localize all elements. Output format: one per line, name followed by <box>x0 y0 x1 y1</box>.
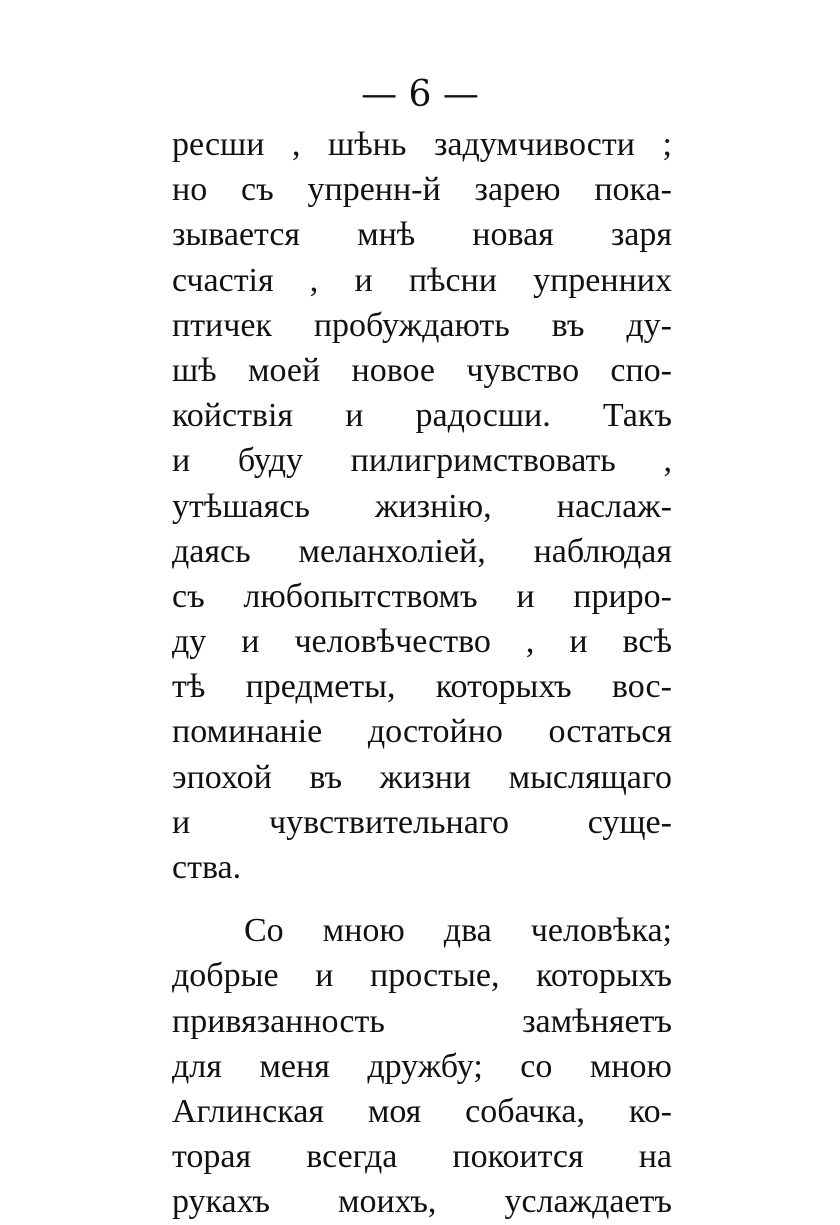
text-line: тѣ предметы, которыхъ вос- <box>172 668 672 706</box>
text-line: утѣшаясь жизнію, наслаж- <box>172 487 672 525</box>
text-line: птичек пробуждають въ ду- <box>172 306 672 344</box>
text-line: для меня дружбу; со мною <box>172 1047 672 1085</box>
text-line: эпохой въ жизни мыслящаго <box>172 758 672 796</box>
text-line: Аглинская моя собачка, ко- <box>172 1092 672 1130</box>
paragraph-gap <box>172 890 672 908</box>
text-line: шѣ моей новое чувство спо- <box>172 351 672 389</box>
page-number: — 6 — <box>361 74 479 115</box>
text-line: поминаніе достойно остаться <box>172 713 672 751</box>
text-line: даясь меланхоліей, наблюдая <box>172 532 672 570</box>
text-line: Со мною два человѣка; <box>244 912 672 950</box>
text-line: ства. <box>172 849 242 886</box>
text-line: счастія , и пѣсни упренних <box>172 261 672 299</box>
text-line: добрые и простые, которыхъ <box>172 957 672 995</box>
text-line: привязанность замѣняетъ <box>172 1002 672 1040</box>
text-line: зывается мнѣ новая заря <box>172 216 672 254</box>
text-line: съ любопытствомъ и приро- <box>172 577 672 615</box>
text-line: койствія и радосши. Такъ <box>172 397 672 435</box>
text-line: и буду пилигримствовать , <box>172 442 672 480</box>
body-text <box>172 122 672 1225</box>
text-line: но съ упренн-й зарею пока- <box>172 171 672 209</box>
text-line: рукахъ моихъ, услаждаетъ <box>172 1183 672 1221</box>
text-line: и чувствительнаго суще- <box>172 803 672 841</box>
text-line: ресши , шѣнь задумчивости ; <box>172 126 672 163</box>
text-line: торая всегда покоится на <box>172 1138 672 1176</box>
text-line: ду и человѣчество , и всѣ <box>172 623 672 661</box>
